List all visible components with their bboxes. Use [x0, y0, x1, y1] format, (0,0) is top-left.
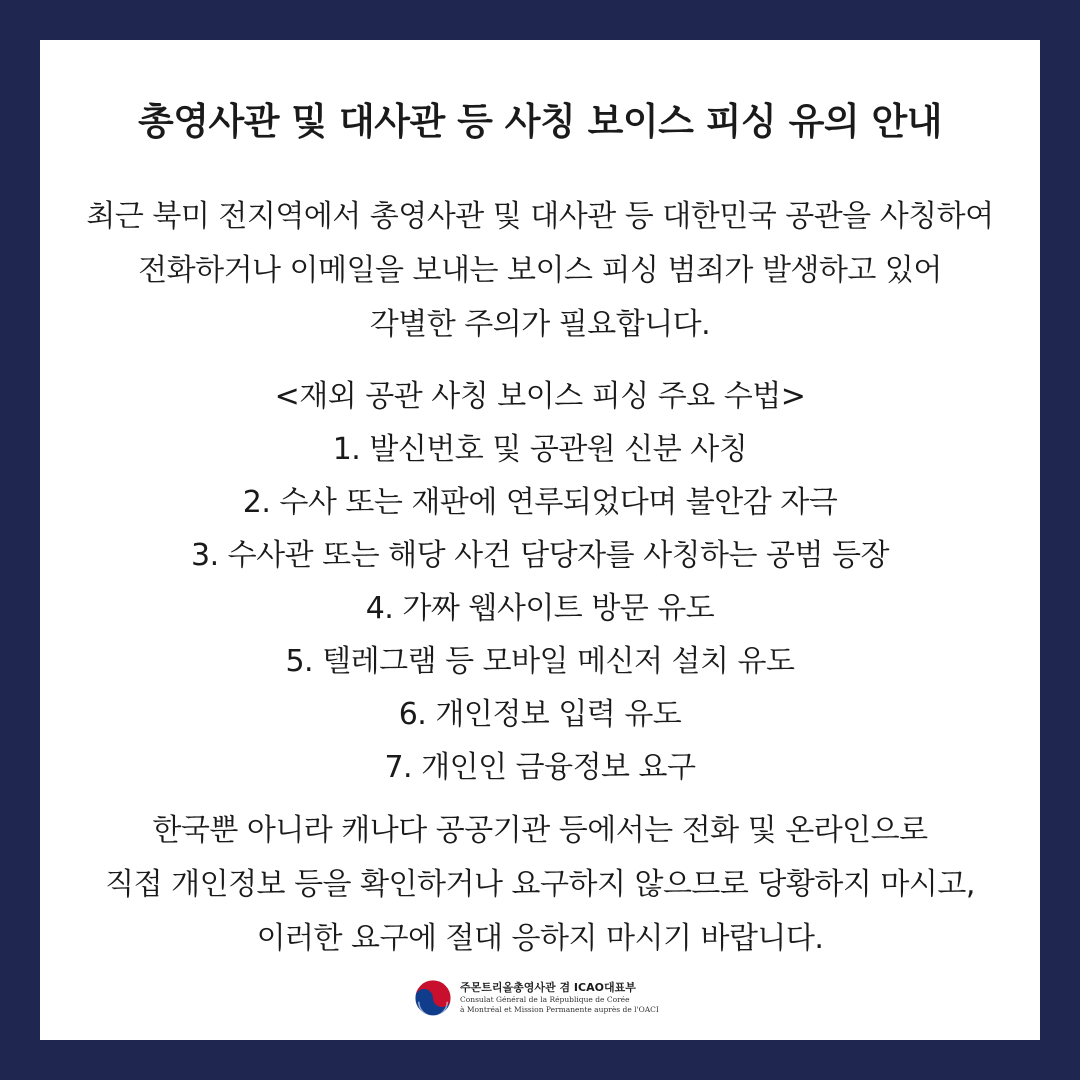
method-item: 2. 수사 또는 재판에 연루되었다며 불안감 자극 [242, 485, 838, 520]
notice-title: 총영사관 및 대사관 등 사칭 보이스 피싱 유의 안내 [138, 100, 942, 143]
methods-heading: <재외 공관 사칭 보이스 피싱 주요 수법> [274, 379, 806, 414]
methods-list [40, 370, 1040, 794]
taegeuk-emblem-icon [414, 979, 452, 1017]
notice-panel [40, 40, 1040, 1040]
intro-line: 전화하거나 이메일을 보내는 보이스 피싱 범죄가 발생하고 있어 [138, 253, 942, 288]
method-item: 1. 발신번호 및 공관원 신분 사칭 [332, 432, 748, 467]
intro-paragraph [40, 190, 1040, 352]
closing-line: 직접 개인정보 등을 확인하거나 요구하지 않으므로 당황하지 마시고, [105, 867, 975, 902]
consulate-name-korean: 주몬트리올총영사관 겸 ICAO대표부 [460, 981, 636, 994]
closing-paragraph [40, 804, 1040, 966]
method-item: 7. 개인인 금융정보 요구 [384, 750, 696, 785]
intro-line: 각별한 주의가 필요합니다. [369, 307, 711, 342]
closing-line: 이러한 요구에 절대 응하지 마시기 바랍니다. [256, 921, 824, 956]
method-item: 3. 수사관 또는 해당 사건 담당자를 사칭하는 공범 등장 [191, 538, 889, 573]
intro-line: 최근 북미 전지역에서 총영사관 및 대사관 등 대한민국 공관을 사칭하여 [86, 199, 994, 234]
method-item: 5. 텔레그램 등 모바일 메신저 설치 유도 [285, 644, 795, 679]
method-item: 6. 개인정보 입력 유도 [398, 697, 682, 732]
closing-line: 한국뿐 아니라 캐나다 공공기관 등에서는 전화 및 온라인으로 [152, 813, 928, 848]
consulate-name-french-line1: Consulat Général de la République de Corée [460, 995, 630, 1004]
consulate-name-french-line2: à Montréal et Mission Permanente auprès de l'OACI [460, 1005, 659, 1014]
footer-text [460, 981, 659, 1015]
method-item: 4. 가짜 웹사이트 방문 유도 [365, 591, 715, 626]
consulate-footer [414, 976, 659, 1020]
